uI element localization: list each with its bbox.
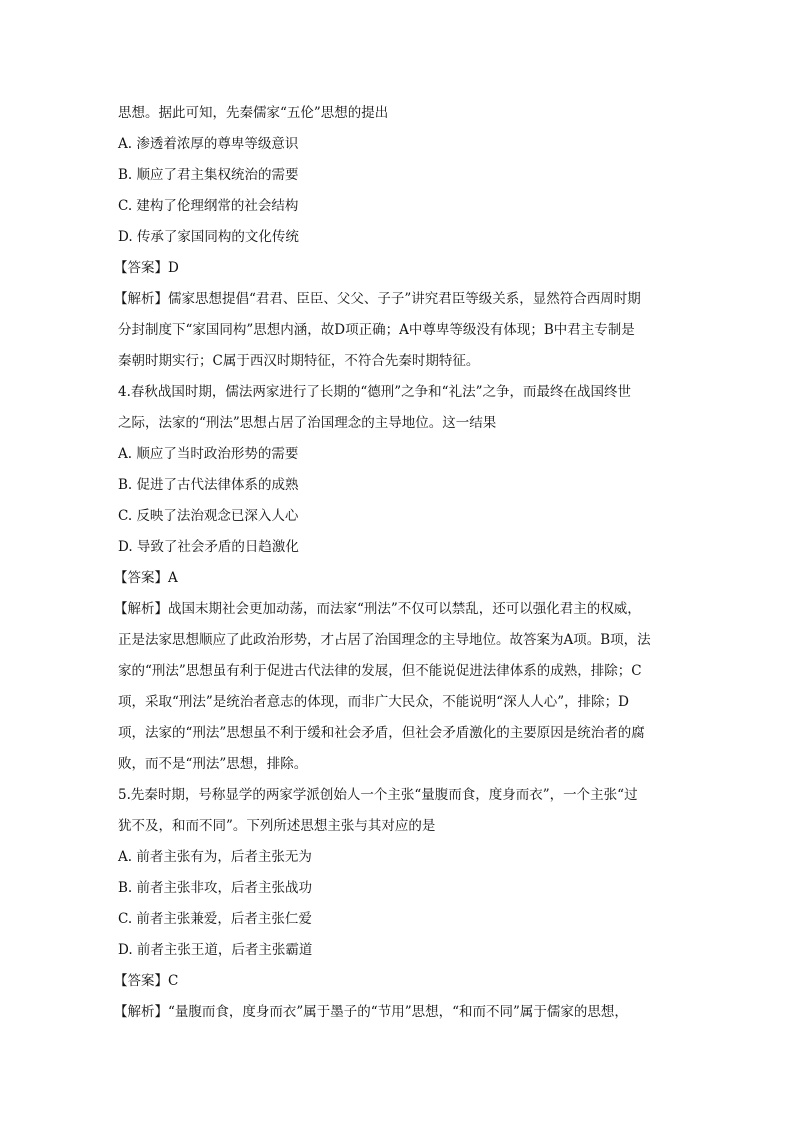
answer-label: 【答案】C (114, 973, 179, 989)
option-b: B. 顺应了君主集权统治的需要 (118, 167, 299, 183)
analysis-text: 家的“刑法”思想虽有利于促进古代法律的发展，但不能说促进法律体系的成熟，排除；C (118, 663, 642, 679)
question-text: 犹不及，和而不同”。下列所述思想主张与其对应的是 (118, 818, 436, 834)
option-d: D. 导致了社会矛盾的日趋激化 (118, 539, 299, 555)
analysis-text: 秦朝时期实行；C属于西汉时期特征，不符合先秦时期特征。 (118, 353, 480, 369)
option-a: A. 顺应了当时政治形势的需要 (118, 446, 299, 462)
question-text: 5.先秦时期，号称显学的两家学派创始人一个主张“量腹而食，度身而衣”，一个主张“过 (118, 787, 638, 803)
text-line: 思想。据此可知，先秦儒家“五伦”思想的提出 (118, 105, 389, 121)
analysis-text: 败，而不是“刑法”思想，排除。 (118, 756, 308, 772)
answer-label: 【答案】D (114, 260, 179, 276)
option-c: C. 反映了法治观念已深入人心 (118, 508, 299, 524)
analysis-text: 【解析】“量腹而食，度身而衣”属于墨子的“节用”思想，“和而不同”属于儒家的思想， (114, 1004, 628, 1020)
option-a: A. 渗透着浓厚的尊卑等级意识 (118, 136, 299, 152)
analysis-text: 项，采取“刑法”是统治者意志的体现，而非广大民众，不能说明“深人人心”，排除；D (118, 694, 629, 710)
option-c: C. 前者主张兼爱，后者主张仁爱 (118, 911, 312, 927)
analysis-text: 正是法家思想顺应了此政治形势，才占居了治国理念的主导地位。故答案为A项。B项，法 (118, 632, 651, 648)
option-b: B. 前者主张非攻，后者主张战功 (118, 880, 313, 896)
analysis-text: 分封制度下“家国同构”思想内涵，故D项正确；A中尊卑等级没有体现；B中君主专制是 (118, 322, 635, 338)
option-b: B. 促进了古代法律体系的成熟 (118, 477, 299, 493)
option-d: D. 传承了家国同构的文化传统 (118, 229, 299, 245)
analysis-text: 项，法家的“刑法”思想虽不利于缓和社会矛盾，但社会矛盾激化的主要原因是统治者的腐 (118, 725, 645, 741)
analysis-text: 【解析】儒家思想提倡“君君、臣臣、父父、子子”讲究君臣等级关系，显然符合西周时期 (114, 291, 641, 307)
option-d: D. 前者主张王道，后者主张霸道 (118, 942, 313, 958)
answer-label: 【答案】A (114, 570, 178, 586)
option-a: A. 前者主张有为，后者主张无为 (118, 849, 312, 865)
analysis-text: 【解析】战国末期社会更加动荡，而法家“刑法”不仅可以禁乱，还可以强化君主的权威， (114, 601, 641, 617)
question-text: 4.春秋战国时期，儒法两家进行了长期的“德刑”之争和“礼法”之争，而最终在战国终世 (118, 384, 631, 400)
option-c: C. 建构了伦理纲常的社会结构 (118, 198, 299, 214)
question-text: 之际，法家的“刑法”思想占居了治国理念的主导地位。这一结果 (118, 415, 497, 431)
